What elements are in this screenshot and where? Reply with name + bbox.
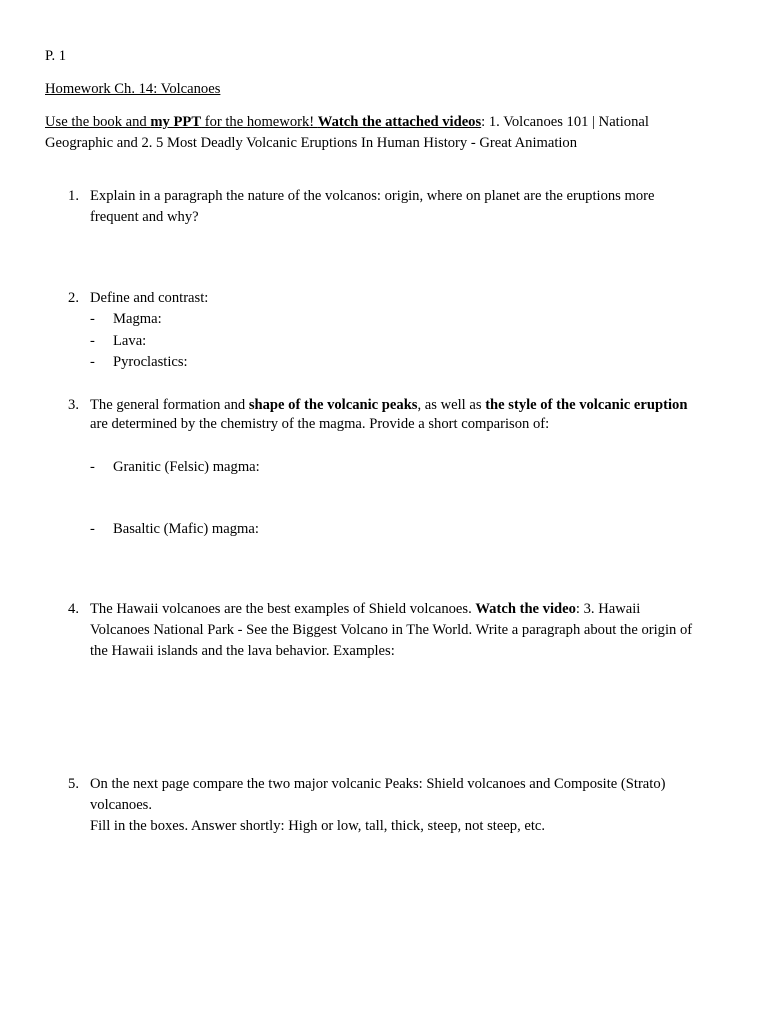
question-3-item-1-dash: - <box>90 459 95 475</box>
question-3-line-1 <box>90 395 687 416</box>
question-3-item-2-dash: - <box>90 521 95 537</box>
question-5-number: 5. <box>68 776 79 792</box>
question-2-item-3-dash: - <box>90 354 95 370</box>
question-2-item-1-dash: - <box>90 311 95 327</box>
question-2-item-2-dash: - <box>90 333 95 349</box>
question-3-text-c: , as well as <box>417 397 486 413</box>
question-3-number: 3. <box>68 397 79 413</box>
intro-line-1 <box>45 112 649 133</box>
intro-text-ppt: my PPT <box>150 114 202 130</box>
intro-text-c: for the homework! <box>201 114 318 130</box>
question-1-line-1: Explain in a paragraph the nature of the volcanos: origin, where on planet are the eruptions more <box>90 188 655 204</box>
intro-text-e: : 1. Volcanoes 101 | National <box>481 114 649 130</box>
question-4-text-watch-video: Watch the video <box>475 601 576 617</box>
question-3-text-style: the style of the volcanic eruption <box>485 397 688 413</box>
intro-text-watch-videos: Watch the attached videos <box>317 114 482 130</box>
question-4-line-2: Volcanoes National Park - See the Biggest Volcano in The World. Write a paragraph about the origin of <box>90 622 693 638</box>
question-5-line-1: On the next page compare the two major volcanic Peaks: Shield volcanoes and Composite (Strato) <box>90 776 666 792</box>
question-2-number: 2. <box>68 290 79 306</box>
question-1-line-2: frequent and why? <box>90 209 199 225</box>
question-5-line-2: volcanoes. <box>90 797 153 813</box>
question-4-number: 4. <box>68 601 79 617</box>
question-3-line-2: are determined by the chemistry of the magma. Provide a short comparison of: <box>90 416 550 432</box>
intro-line-2: Geographic and 2. 5 Most Deadly Volcanic Eruptions In Human History - Great Animation <box>45 135 578 151</box>
question-4-line-1 <box>90 599 640 620</box>
page-title: Homework Ch. 14: Volcanoes <box>45 81 221 97</box>
page-number: P. 1 <box>45 48 67 64</box>
question-3-item-basaltic: Basaltic (Mafic) magma: <box>113 521 259 537</box>
question-4-text-c: : 3. Hawaii <box>575 601 641 617</box>
question-2-item-magma: Magma: <box>113 311 162 327</box>
question-1-number: 1. <box>68 188 79 204</box>
question-3-text-shape: shape of the volcanic peaks <box>248 397 418 413</box>
question-3-text-a: The general formation and <box>90 397 249 413</box>
question-2-item-pyroclastics: Pyroclastics: <box>113 354 188 370</box>
question-4-line-3: the Hawaii islands and the lava behavior. Examples: <box>90 643 395 659</box>
question-4-text-a: The Hawaii volcanoes are the best examples of Shield volcanoes. <box>90 601 476 617</box>
question-2-line-1: Define and contrast: <box>90 290 209 306</box>
question-5-line-3: Fill in the boxes. Answer shortly: High or low, tall, thick, steep, not steep, etc. <box>90 818 546 834</box>
question-3-item-granitic: Granitic (Felsic) magma: <box>113 459 260 475</box>
question-2-item-lava: Lava: <box>113 333 147 349</box>
intro-text-a: Use the book and <box>45 114 151 130</box>
